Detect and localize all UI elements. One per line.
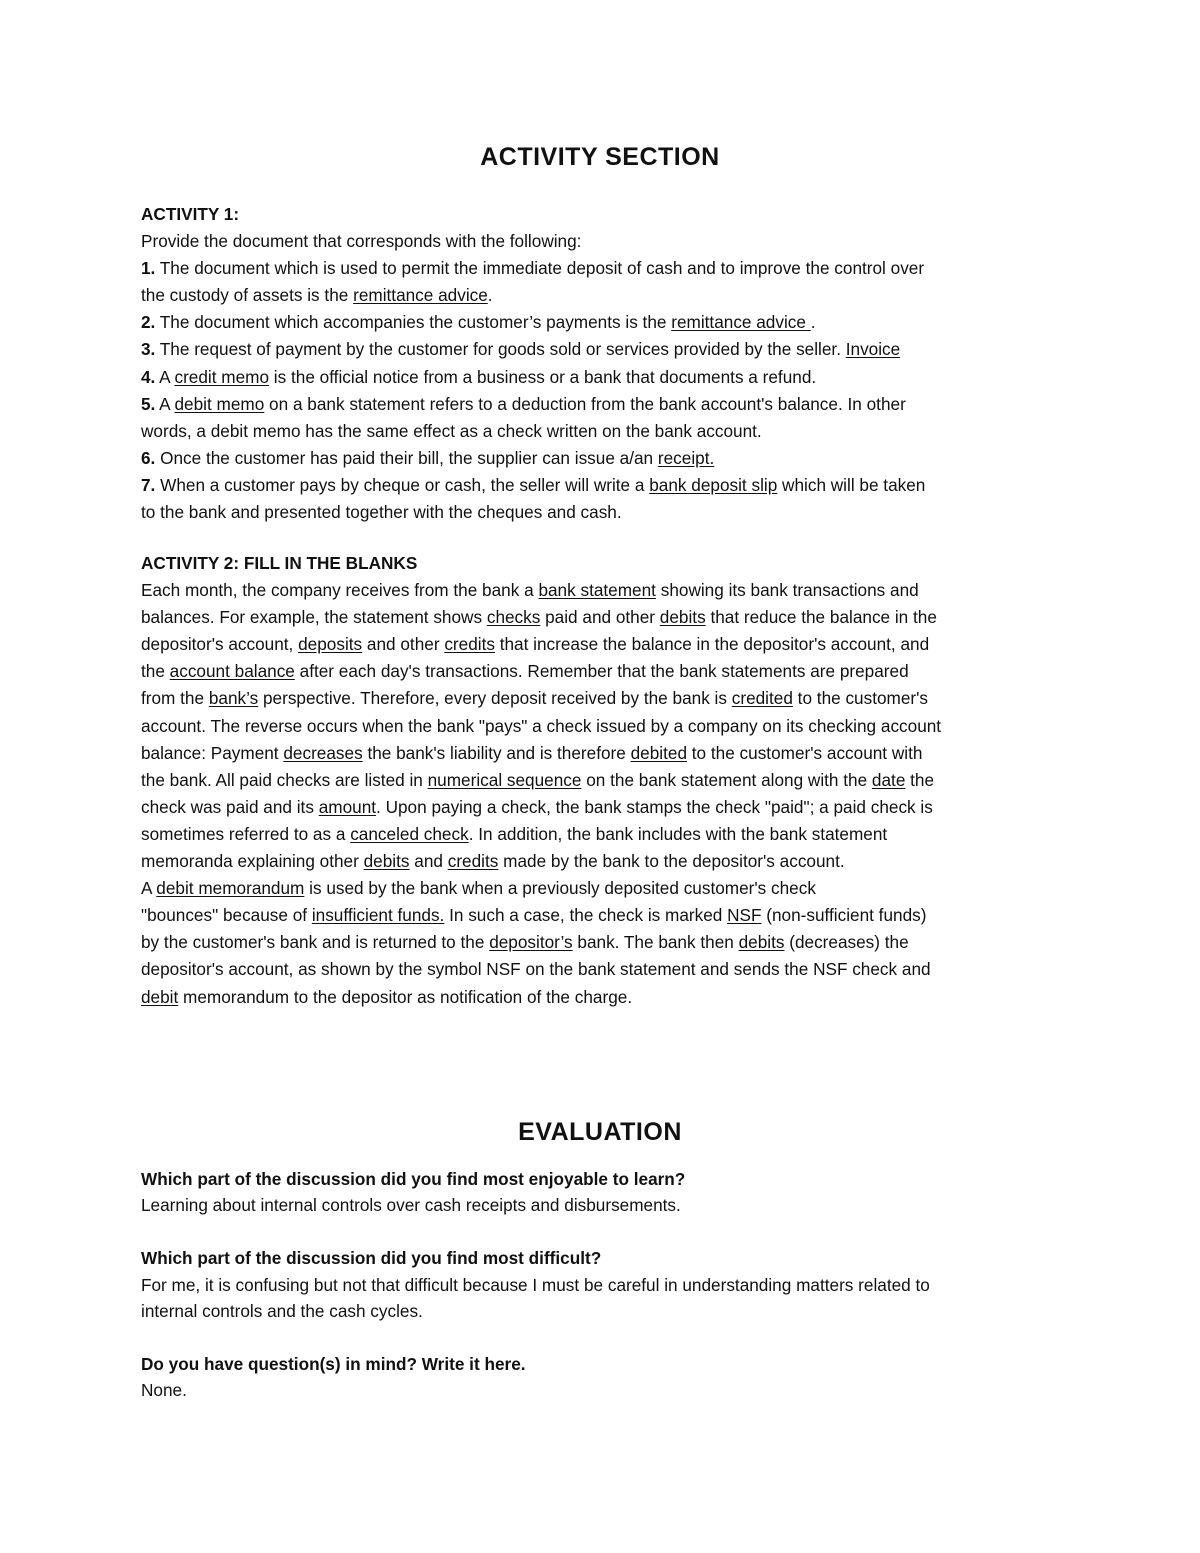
answer-blank: Invoice <box>845 339 901 360</box>
text-segment: balance: Payment <box>141 742 284 763</box>
answer-blank: date <box>871 769 906 790</box>
text-segment: that increase the balance in the depositor's account, and <box>494 634 930 655</box>
answer-blank: bank statement <box>538 580 656 601</box>
answer-blank: debited <box>630 742 687 763</box>
activity-1-heading: ACTIVITY 1: <box>141 204 240 224</box>
answer-blank: account balance <box>169 661 295 682</box>
text-segment: and other <box>362 634 445 655</box>
activity-2-line <box>141 794 1071 821</box>
evaluation-answer: Learning about internal controls over cash receipts and disbursements. <box>141 1195 681 1216</box>
text-segment: In such a case, the check is marked <box>444 905 728 926</box>
text-segment: depositor's account, as shown by the symbol NSF on the bank statement and sends the NSF check and <box>141 959 931 980</box>
text-segment: that reduce the balance in the <box>705 607 937 628</box>
activity-2-line <box>141 767 1071 794</box>
text-segment: depositor's account, <box>141 634 299 655</box>
answer-blank: numerical sequence <box>427 769 582 790</box>
text-segment: the bank's liability and is therefore <box>362 742 631 763</box>
text-segment: Each month, the company receives from the bank a <box>141 580 539 601</box>
evaluation-question: Which part of the discussion did you find most difficult? <box>141 1248 602 1269</box>
evaluation-question: Which part of the discussion did you find most enjoyable to learn? <box>141 1169 686 1189</box>
activity-2-line <box>141 577 1071 604</box>
item-number: 3. <box>141 339 156 360</box>
text-segment: by the customer's bank and is returned to the <box>141 932 490 953</box>
activity-1-item-line <box>141 391 1071 418</box>
text-segment: balances. For example, the statement shows <box>141 607 487 628</box>
evaluation-question: Do you have question(s) in mind? Write it here. <box>141 1353 526 1374</box>
text-segment: the <box>905 769 935 790</box>
evaluation-answer: None. <box>141 1380 187 1401</box>
spacer <box>141 1324 1071 1350</box>
activity-2-line <box>141 685 1071 712</box>
item-number: 7. <box>141 474 156 495</box>
text-segment: The request of payment by the customer for goods sold or services provided by the seller. <box>155 339 846 360</box>
evaluation-qa-list <box>141 1166 1071 1404</box>
answer-blank: remittance advice <box>353 285 488 306</box>
text-segment: The document which is used to permit the immediate deposit of cash and to improve the control over <box>155 258 925 279</box>
activity-2-line <box>141 902 1071 929</box>
activity-1-item-line <box>141 418 1071 445</box>
activity-2-line <box>141 984 1071 1011</box>
activity-1-items <box>141 255 1071 526</box>
text-segment: A <box>141 878 157 899</box>
answer-blank: debit <box>141 986 179 1007</box>
answer-blank: NSF <box>727 905 762 926</box>
activity-1-item-line <box>141 499 1071 526</box>
text-segment: . <box>487 285 493 306</box>
text-segment: words, a debit memo has the same effect as a check written on the bank account. <box>141 420 762 441</box>
activity-1-item-line <box>141 445 1071 472</box>
text-segment: sometimes referred to as a <box>141 823 351 844</box>
text-segment: . <box>810 312 816 333</box>
evaluation-answer: internal controls and the cash cycles. <box>141 1300 423 1321</box>
answer-blank: remittance advice <box>671 312 811 333</box>
activity-2-line <box>141 848 1071 875</box>
activity-2-line <box>141 956 1071 983</box>
activity-2-heading: ACTIVITY 2: FILL IN THE BLANKS <box>141 553 418 573</box>
activity-2-line <box>141 821 1071 848</box>
text-segment: paid and other <box>540 607 660 628</box>
answer-blank: debits <box>363 851 410 872</box>
text-segment: on a bank statement refers to a deduction from the bank account's balance. In other <box>264 393 906 414</box>
text-segment: and <box>409 851 448 872</box>
evaluation-answer: For me, it is confusing but not that difficult because I must be careful in understanding matters related to <box>141 1274 930 1295</box>
answer-blank: debits <box>659 607 706 628</box>
activity-section-title: ACTIVITY SECTION <box>480 143 720 171</box>
text-segment: after each day's transactions. Remember that the bank statements are prepared <box>294 661 909 682</box>
answer-blank: debit memorandum <box>156 878 305 899</box>
activity-2-paragraph <box>141 577 1071 1011</box>
text-segment: made by the bank to the depositor's account. <box>498 851 845 872</box>
text-segment: the custody of assets is the <box>141 285 354 306</box>
answer-blank: bank deposit slip <box>649 474 778 495</box>
text-segment: on the bank statement along with the <box>581 769 872 790</box>
answer-blank: debits <box>738 932 785 953</box>
text-segment: account. The reverse occurs when the bank "pays" a check issued by a company on its checking account <box>141 715 942 736</box>
activity-1 <box>141 201 1071 526</box>
text-segment: . Upon paying a check, the bank stamps the check "paid"; a paid check is <box>376 796 933 817</box>
text-segment: Once the customer has paid their bill, the supplier can issue a/an <box>155 447 658 468</box>
answer-blank: deposits <box>298 634 363 655</box>
activity-2-line <box>141 658 1071 685</box>
activity-2 <box>141 550 1071 1011</box>
item-number: 4. <box>141 366 156 387</box>
text-segment: (decreases) the <box>784 932 909 953</box>
text-segment: is the official notice from a business or a bank that documents a refund. <box>269 366 817 387</box>
item-number: 6. <box>141 447 156 468</box>
activity-2-line <box>141 604 1071 631</box>
text-segment: the <box>141 661 170 682</box>
answer-blank: credits <box>447 851 499 872</box>
answer-blank: credits <box>444 634 495 655</box>
text-segment: The document which accompanies the customer’s payments is the <box>155 312 672 333</box>
activity-1-item-line <box>141 282 1071 309</box>
answer-blank: depositor’s <box>489 932 573 953</box>
text-segment: (non-sufficient funds) <box>761 905 927 926</box>
activity-1-item-line <box>141 309 1071 336</box>
answer-blank: decreases <box>283 742 363 763</box>
activity-1-item-line <box>141 255 1071 282</box>
answer-blank: credited <box>731 688 793 709</box>
answer-blank: credit memo <box>174 366 270 387</box>
text-segment: memoranda explaining other <box>141 851 364 872</box>
activity-2-line <box>141 713 1071 740</box>
answer-blank: insufficient funds. <box>311 905 445 926</box>
text-segment: . In addition, the bank includes with the bank statement <box>468 823 888 844</box>
text-segment: showing its bank transactions and <box>655 580 919 601</box>
answer-blank: bank’s <box>208 688 259 709</box>
text-segment: to the customer's account with <box>687 742 923 763</box>
activity-2-line <box>141 929 1071 956</box>
answer-blank: debit memo <box>174 393 265 414</box>
text-segment: which will be taken <box>777 474 926 495</box>
text-segment: memorandum to the depositor as notification of the charge. <box>178 986 633 1007</box>
activity-1-item-line <box>141 364 1071 391</box>
text-segment: check was paid and its <box>141 796 319 817</box>
evaluation-title: EVALUATION <box>518 1118 682 1146</box>
text-segment: "bounces" because of <box>141 905 312 926</box>
item-number: 2. <box>141 312 156 333</box>
item-number: 1. <box>141 258 156 279</box>
text-segment: to the bank and presented together with the cheques and cash. <box>141 502 622 523</box>
text-segment: bank. The bank then <box>572 932 739 953</box>
text-segment: from the <box>141 688 209 709</box>
answer-blank: checks <box>486 607 541 628</box>
activity-1-item-line <box>141 472 1071 499</box>
activity-2-line <box>141 740 1071 767</box>
item-number: 5. <box>141 393 156 414</box>
text-segment: to the customer's <box>792 688 929 709</box>
spacer <box>141 1219 1071 1245</box>
activity-1-instruction: Provide the document that corresponds with the following: <box>141 231 582 252</box>
text-segment: A <box>155 393 175 414</box>
answer-blank: receipt. <box>657 447 715 468</box>
activity-2-line <box>141 875 1071 902</box>
text-segment: A <box>155 366 175 387</box>
text-segment: When a customer pays by cheque or cash, the seller will write a <box>155 474 650 495</box>
activity-2-line <box>141 631 1071 658</box>
text-segment: is used by the bank when a previously deposited customer's check <box>304 878 816 899</box>
text-segment: the bank. All paid checks are listed in <box>141 769 428 790</box>
text-segment: perspective. Therefore, every deposit received by the bank is <box>258 688 732 709</box>
answer-blank: canceled check <box>350 823 469 844</box>
answer-blank: amount <box>318 796 377 817</box>
activity-1-item-line <box>141 336 1071 363</box>
